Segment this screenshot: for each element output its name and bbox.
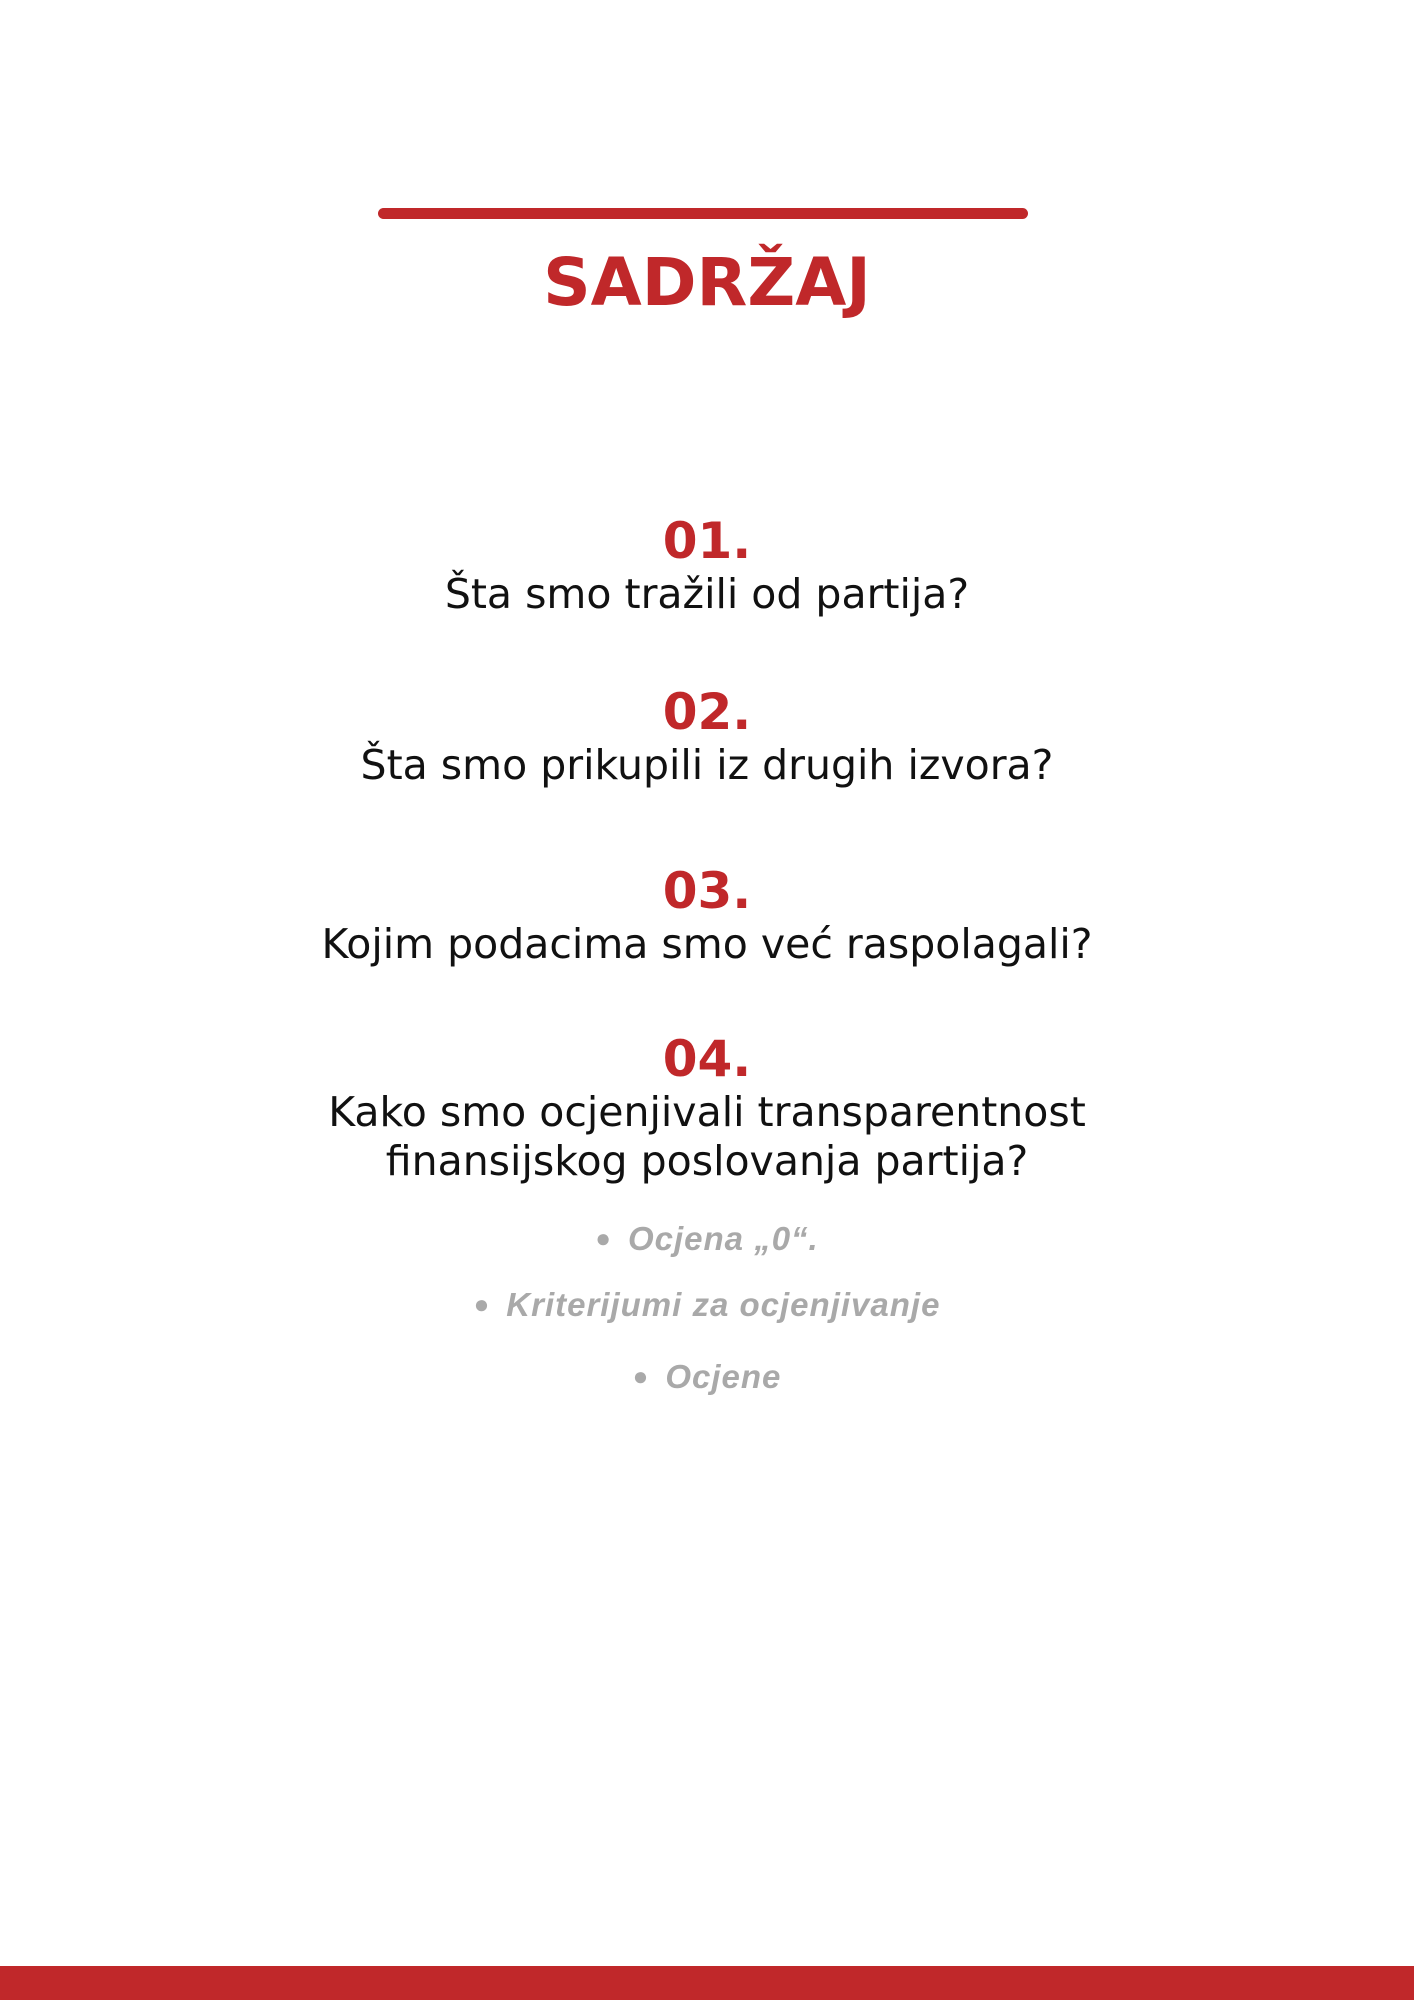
toc-subitem-label: Ocjena „0“. (627, 1220, 819, 1257)
toc-number: 01. (662, 512, 752, 570)
toc-item-01[interactable] (0, 512, 1414, 619)
page-title: SADRŽAJ (543, 244, 871, 321)
toc-question-line1: Kako smo ocjenjivali transparentnost (328, 1088, 1086, 1136)
toc-subitem[interactable] (0, 1220, 1414, 1258)
toc-subitem-label: Kriterijumi za ocjenjivanje (506, 1286, 941, 1323)
toc-question: Kojim podacima smo već raspolagali? (321, 920, 1093, 968)
toc-question-line2: finansijskog poslovanja partija? (385, 1137, 1029, 1185)
toc-question: Šta smo prikupili iz drugih izvora? (360, 741, 1054, 789)
toc-number: 04. (662, 1030, 752, 1088)
toc-item-03[interactable] (0, 862, 1414, 969)
toc-subitem-label: Ocjene (665, 1358, 782, 1395)
toc-item-04[interactable] (0, 1030, 1414, 1186)
bullet-icon: ● (632, 1361, 650, 1391)
toc-number: 02. (662, 683, 752, 741)
footer-bar (0, 1966, 1414, 2000)
toc-number: 03. (662, 862, 752, 920)
title-rule (378, 208, 1028, 219)
toc-subitem[interactable] (0, 1286, 1414, 1324)
bullet-icon: ● (473, 1289, 491, 1319)
bullet-icon: ● (595, 1223, 612, 1253)
toc-item-02[interactable] (0, 683, 1414, 790)
toc-subitem[interactable] (0, 1358, 1414, 1396)
toc-question: Šta smo tražili od partija? (444, 570, 970, 618)
